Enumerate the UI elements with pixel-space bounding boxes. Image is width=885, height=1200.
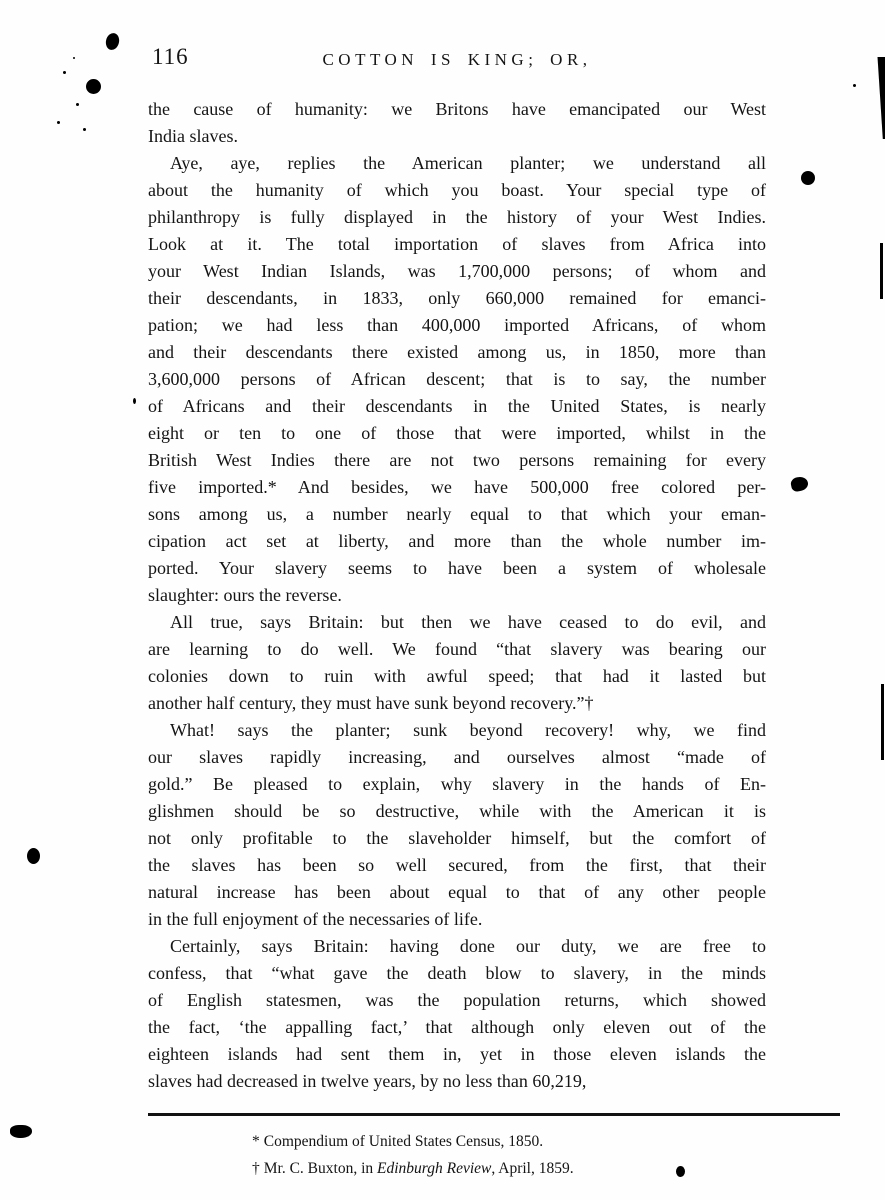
text-line: eighteen islands had sent them in, yet in those eleven islands the (148, 1044, 766, 1064)
ink-dot (73, 57, 75, 59)
page-body (148, 96, 766, 1095)
text-line: Certainly, says Britain: having done our duty, we are free to (170, 936, 766, 956)
text-line: five imported.* And besides, we have 500,000 free colored per- (148, 477, 766, 497)
text-line: the fact, ‘the appalling fact,’ that although only eleven out of the (148, 1017, 766, 1037)
ink-speck (27, 848, 40, 864)
text-line: glishmen should be so destructive, while with the American it is (148, 801, 766, 821)
ink-dot (133, 398, 136, 404)
ink-speck (10, 1125, 32, 1138)
text-line: the slaves has been so well secured, from the first, that their (148, 855, 766, 875)
text-line: All true, says Britain: but then we have ceased to do evil, and (170, 612, 766, 632)
ink-dot (853, 84, 856, 87)
ink-dot (83, 128, 86, 131)
text-line: their descendants, in 1833, only 660,000 remained for emanci- (148, 288, 766, 308)
text-line: Aye, aye, replies the American planter; we understand all (170, 153, 766, 173)
text-line: British West Indies there are not two persons remaining for every (148, 450, 766, 470)
scan-edge-mark (880, 243, 883, 299)
text-line: India slaves. (148, 126, 238, 146)
text-line: and their descendants there existed among us, in 1850, more than (148, 342, 766, 362)
text-line: slaughter: ours the reverse. (148, 585, 342, 605)
text-line: another half century, they must have sunk beyond recovery.”† (148, 693, 594, 713)
footnote-marker: † (252, 1160, 260, 1177)
text-line: of English statesmen, was the population returns, which showed (148, 990, 766, 1010)
text-line: natural increase has been about equal to that of any other people (148, 882, 766, 902)
text-line: philanthropy is fully displayed in the history of your West Indies. (148, 207, 766, 227)
text-line: cipation act set at liberty, and more than the whole number im- (148, 531, 766, 551)
ink-speck (790, 475, 810, 492)
ink-speck (86, 79, 101, 94)
text-line: of Africans and their descendants in the United States, is nearly (148, 396, 766, 416)
text-line: pation; we had less than 400,000 imported Africans, of whom (148, 315, 766, 335)
text-line: eight or ten to one of those that were imported, whilst in the (148, 423, 766, 443)
text-line: gold.” Be pleased to explain, why slavery in the hands of En- (148, 774, 766, 794)
ink-speck (801, 171, 815, 185)
ink-speck (104, 32, 121, 52)
scan-edge-mark (881, 684, 884, 760)
running-header: COTTON IS KING; OR, (322, 50, 592, 69)
text-line: about the humanity of which you boast. Your special type of (148, 180, 766, 200)
text-line: in the full enjoyment of the necessaries of life. (148, 909, 483, 929)
footnotes (252, 1128, 574, 1182)
footnote-rule (148, 1113, 840, 1116)
text-line: not only profitable to the slaveholder himself, but the comfort of (148, 828, 766, 848)
text-line: sons among us, a number nearly equal to that which your eman- (148, 504, 766, 524)
text-line: are learning to do well. We found “that slavery was bearing our (148, 639, 766, 659)
text-line: What! says the planter; sunk beyond recovery! why, we find (170, 720, 766, 740)
text-line: ported. Your slavery seems to have been a system of wholesale (148, 558, 766, 578)
footnote: * Compendium of United States Census, 1850. (252, 1133, 544, 1150)
ink-dot (76, 103, 79, 106)
text-line: colonies down to ruin with awful speed; that had it lasted but (148, 666, 766, 686)
ink-dot (63, 71, 66, 74)
ink-dot (57, 121, 60, 124)
page-number: 116 (152, 44, 189, 69)
text-line: Look at it. The total importation of slaves from Africa into (148, 234, 766, 254)
text-line: 3,600,000 persons of African descent; that is to say, the number (148, 369, 766, 389)
text-line: the cause of humanity: we Britons have emancipated our West (148, 99, 766, 119)
scan-edge-mark (875, 57, 885, 139)
text-line: confess, that “what gave the death blow to slavery, in the minds (148, 963, 766, 983)
text-line: your West Indian Islands, was 1,700,000 persons; of whom and (148, 261, 766, 281)
footnote: † Mr. C. Buxton, in Edinburgh Review, April, 1859. (252, 1160, 574, 1177)
ink-speck (676, 1166, 685, 1177)
footnote-marker: * (252, 1133, 260, 1150)
text-line: slaves had decreased in twelve years, by no less than 60,219, (148, 1071, 587, 1091)
text-line: our slaves rapidly increasing, and ourselves almost “made of (148, 747, 766, 767)
